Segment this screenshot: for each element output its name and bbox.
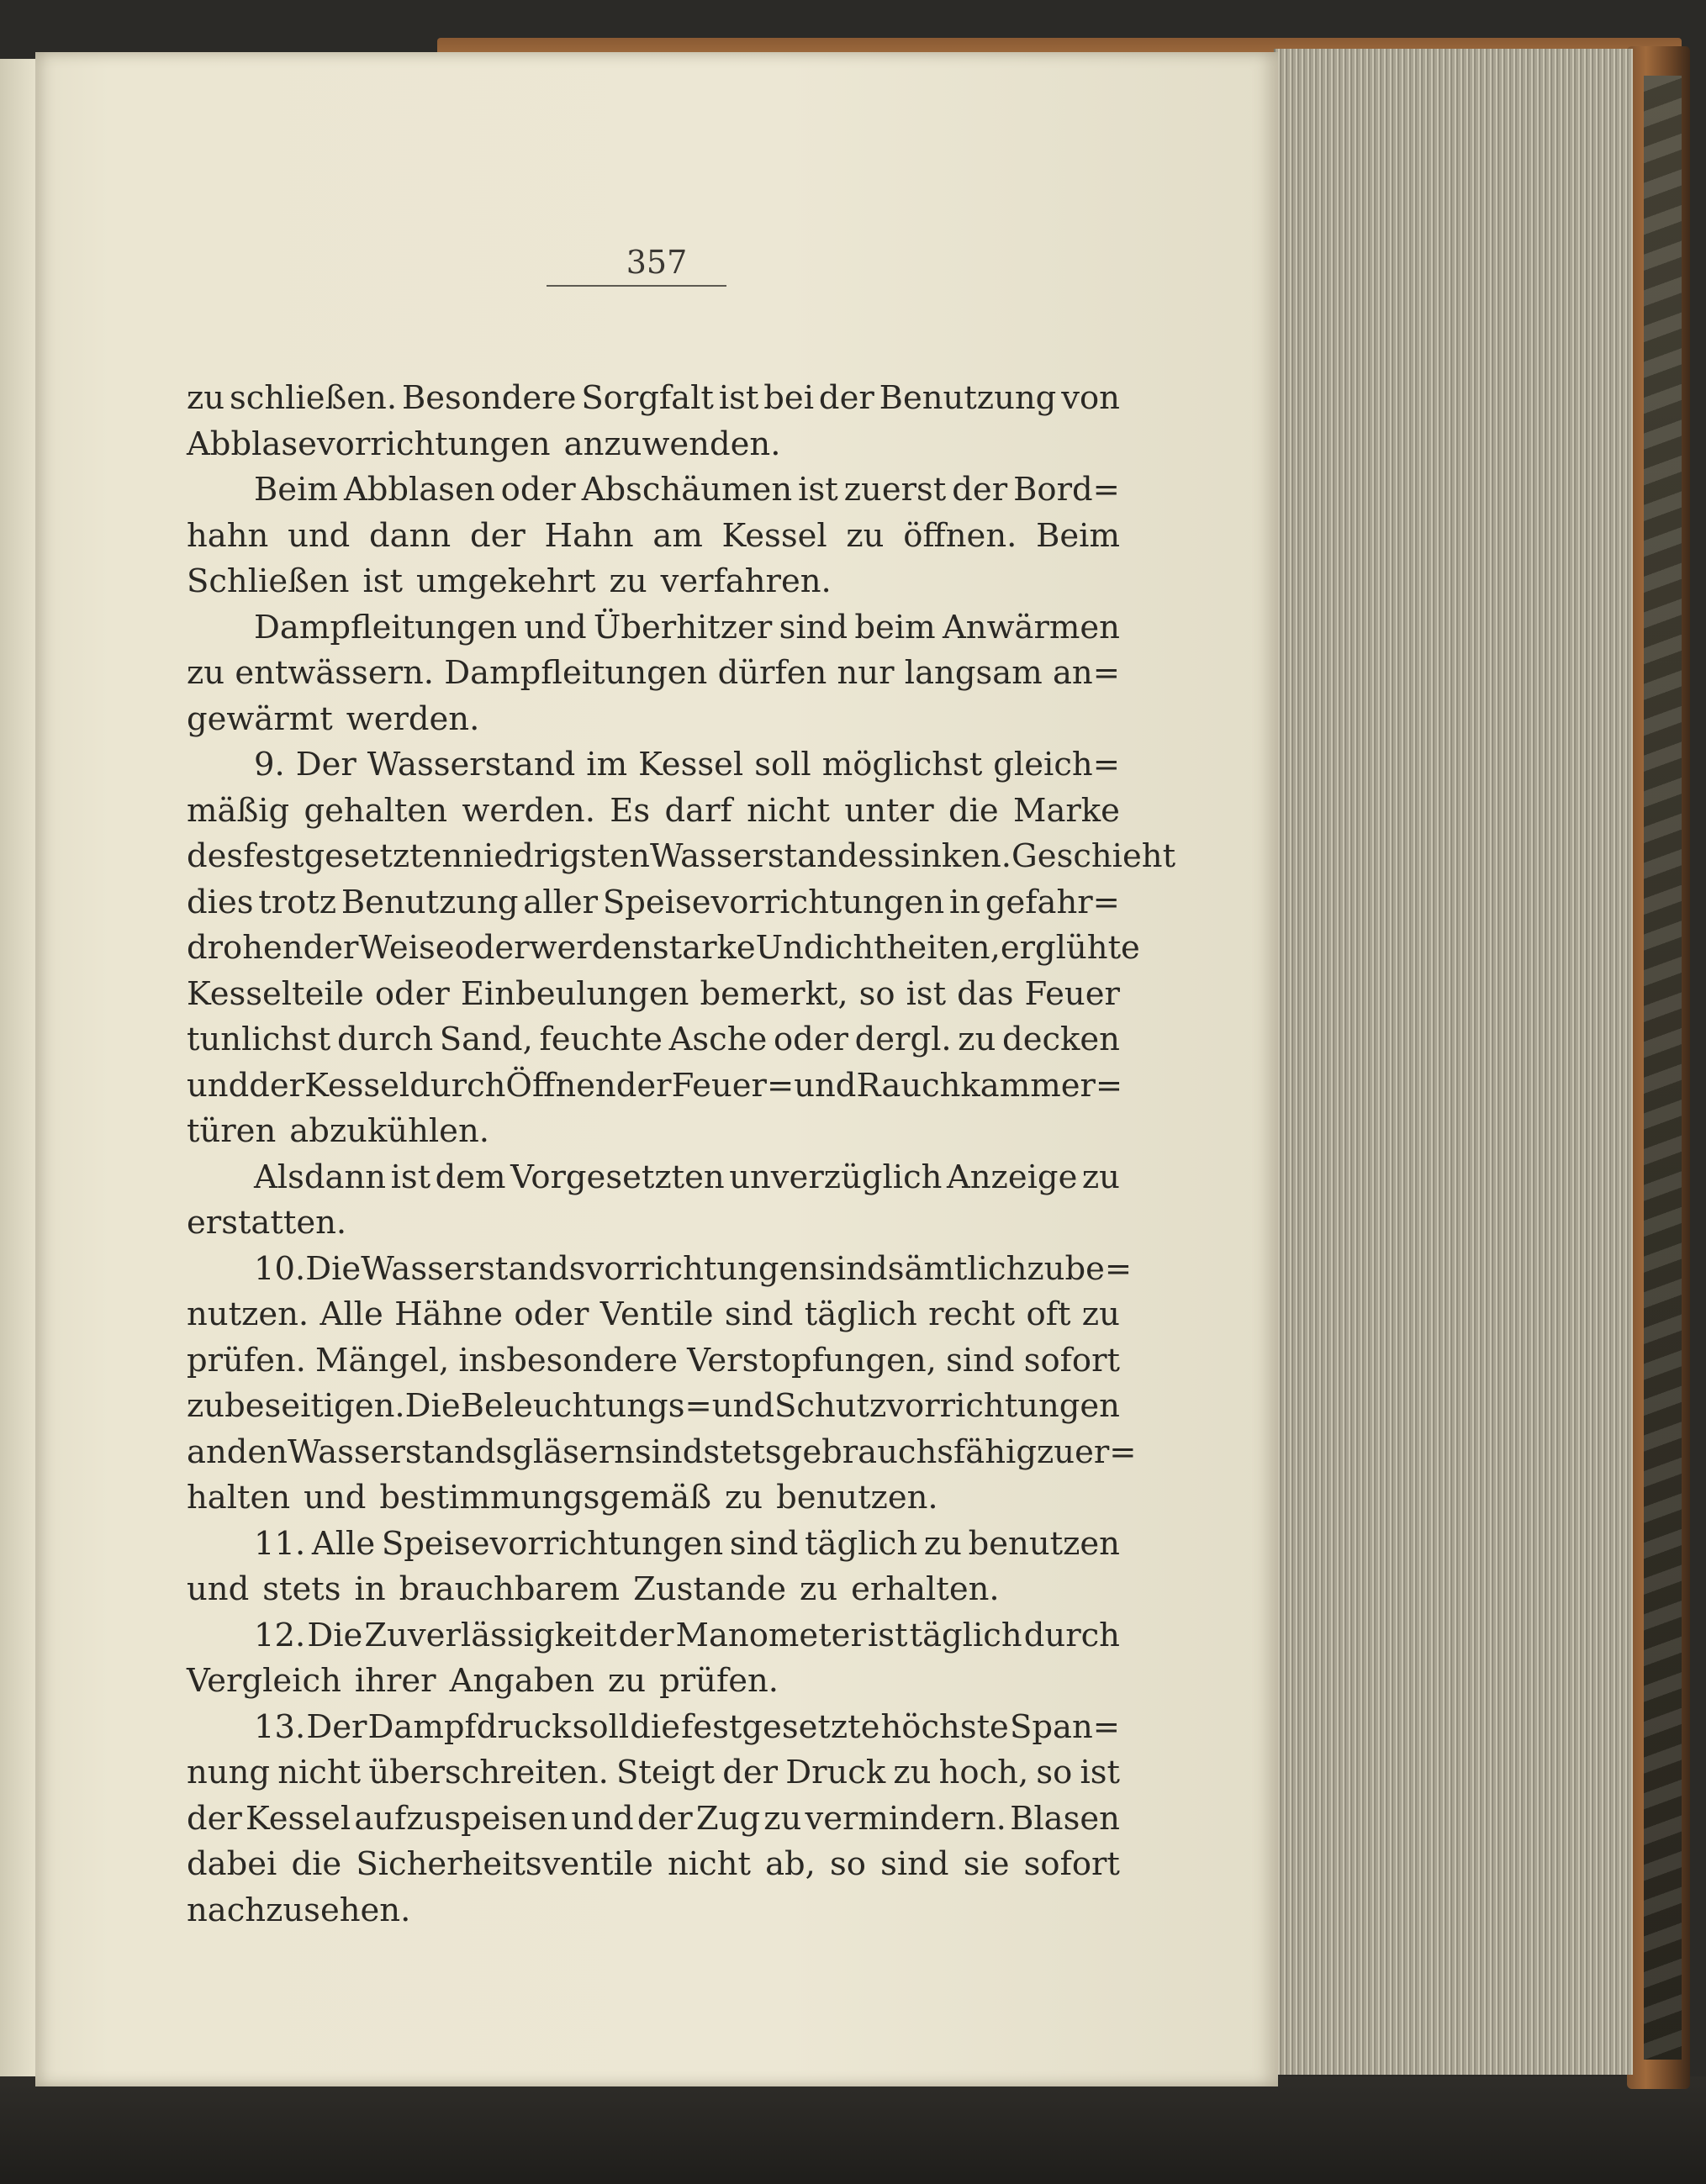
word: so xyxy=(830,1845,866,1883)
text-line xyxy=(187,559,1120,605)
word: die xyxy=(291,1845,342,1883)
word: in xyxy=(354,1570,386,1608)
word: der xyxy=(818,379,874,417)
word: gebrauchsfähig xyxy=(781,1432,1037,1471)
word: schließen. xyxy=(230,379,398,417)
word: ihrer xyxy=(354,1662,436,1700)
word: Abblasevorrichtungen xyxy=(187,425,551,463)
word: von xyxy=(1061,379,1120,417)
word: entwässern. xyxy=(235,654,435,692)
word: sind xyxy=(724,1295,794,1333)
word: Manometer xyxy=(675,1616,866,1654)
marbled-cover-strip xyxy=(1644,76,1682,2060)
word: gehalten xyxy=(304,791,448,830)
word: be= xyxy=(1064,1249,1133,1288)
word: durch xyxy=(1023,1616,1120,1654)
word: Druck xyxy=(785,1754,886,1791)
text-line xyxy=(187,972,1120,1018)
word: Abblasen xyxy=(343,471,495,509)
word: prüfen. xyxy=(187,1341,306,1380)
word: Vergleich xyxy=(187,1662,341,1700)
word: Zustande xyxy=(633,1570,787,1608)
word: dergl. xyxy=(854,1021,952,1058)
word: Verstopfungen, xyxy=(687,1341,937,1380)
word: der xyxy=(952,471,1008,509)
text-line xyxy=(187,880,1120,926)
word: Zug xyxy=(695,1799,761,1838)
word: Sicherheitsventile xyxy=(356,1845,653,1883)
word: sind xyxy=(779,608,848,646)
word: festgesetzten xyxy=(243,837,463,875)
text-line xyxy=(187,1705,1120,1751)
word: nung xyxy=(187,1754,271,1791)
word: in xyxy=(948,883,981,921)
word: Kessel xyxy=(638,746,744,783)
word: abzukühlen. xyxy=(289,1112,489,1150)
word: sofort xyxy=(1023,1341,1120,1380)
word: der xyxy=(187,1799,242,1838)
word: die xyxy=(630,1707,681,1746)
word: zu xyxy=(1081,1295,1120,1333)
word: Zuverlässigkeit xyxy=(364,1616,617,1654)
word: zu xyxy=(846,516,885,555)
word: sinken. xyxy=(894,837,1012,875)
book-cover-bottom xyxy=(0,2076,1706,2184)
page-edges xyxy=(1274,49,1633,2075)
word: Hahn xyxy=(544,516,634,555)
word: zuerst xyxy=(843,471,947,509)
word: dies xyxy=(187,883,254,921)
word: nachzusehen. xyxy=(187,1891,411,1929)
word: Anzeige xyxy=(946,1158,1078,1196)
word: dabei xyxy=(187,1845,277,1883)
word: und xyxy=(187,1066,250,1105)
word: durch xyxy=(336,1021,434,1058)
word: Speisevorrichtungen xyxy=(381,1524,724,1563)
word: drohender xyxy=(187,929,359,967)
word: den xyxy=(226,1432,288,1471)
word: nur xyxy=(837,654,895,692)
word: sind xyxy=(819,1249,888,1288)
text-line xyxy=(187,1155,1120,1201)
text-line xyxy=(187,1796,1120,1843)
text-line xyxy=(187,376,1120,422)
word: täglich xyxy=(804,1295,917,1333)
word: erstatten. xyxy=(187,1204,347,1242)
word: Wasserstandsvorrichtungen xyxy=(361,1249,820,1288)
word: an= xyxy=(1052,654,1120,692)
word: oft xyxy=(1026,1295,1071,1333)
text-line xyxy=(187,1888,1120,1934)
word: Der xyxy=(295,746,357,783)
word: Feuer= xyxy=(671,1066,795,1105)
word: halten xyxy=(187,1479,291,1517)
text-line xyxy=(187,514,1120,560)
word: täglich xyxy=(805,1524,918,1563)
word: sofort xyxy=(1023,1845,1120,1883)
word: Mängel, xyxy=(315,1341,450,1380)
word: benutzen xyxy=(968,1524,1120,1563)
facing-page-edge xyxy=(0,59,35,2076)
book-page xyxy=(35,52,1278,2086)
word: darf xyxy=(664,791,732,830)
word: Vorgesetzten xyxy=(510,1158,725,1196)
word: sind xyxy=(729,1524,799,1563)
word: ist xyxy=(798,471,838,509)
word: so xyxy=(858,974,895,1013)
word: aufzuspeisen xyxy=(354,1799,568,1838)
word: das xyxy=(957,974,1014,1013)
text-line xyxy=(187,467,1120,514)
word: Besondere xyxy=(401,379,577,417)
word: er= xyxy=(1075,1432,1137,1471)
word: Die xyxy=(404,1387,461,1425)
word: Alsdann xyxy=(254,1158,387,1196)
text-line xyxy=(187,1522,1120,1568)
word: 12. xyxy=(254,1616,306,1654)
word: so xyxy=(1036,1754,1073,1791)
page-number: 357 xyxy=(626,244,688,281)
word: der xyxy=(722,1754,779,1791)
word: stets xyxy=(262,1570,341,1608)
word: zu xyxy=(609,562,647,600)
word: Kesselteile xyxy=(187,974,364,1013)
word: gleich= xyxy=(993,746,1120,783)
text-line xyxy=(187,926,1140,972)
word: Anwärmen xyxy=(942,608,1120,646)
word: bemerkt, xyxy=(700,974,848,1013)
word: im xyxy=(586,746,628,783)
text-line xyxy=(187,1384,1120,1430)
word: Steigt xyxy=(616,1754,716,1791)
word: Dampfleitungen xyxy=(254,608,518,646)
word: Angaben xyxy=(449,1662,595,1700)
word: durch xyxy=(409,1066,506,1105)
word: Alle xyxy=(320,1295,383,1333)
word: insbesondere xyxy=(458,1341,678,1380)
text-line xyxy=(187,651,1120,697)
word: Schutzvorrichtungen xyxy=(774,1387,1120,1425)
word: verfahren. xyxy=(660,562,832,600)
word: festgesetzte xyxy=(681,1707,880,1746)
word: nicht xyxy=(277,1754,362,1791)
word: Undichtheiten, xyxy=(755,929,1001,967)
word: beim xyxy=(854,608,936,646)
word: ist xyxy=(1080,1754,1120,1791)
word: hoch, xyxy=(938,1754,1029,1791)
text-line xyxy=(187,1659,1120,1705)
word: bei xyxy=(763,379,815,417)
word: oder xyxy=(454,929,530,967)
word: Span= xyxy=(1009,1707,1120,1746)
word: werden. xyxy=(346,699,480,738)
word: Geschieht xyxy=(1011,837,1176,875)
word: und xyxy=(187,1570,250,1608)
word: Der xyxy=(306,1707,367,1746)
word: Bord= xyxy=(1013,471,1120,509)
word: oder xyxy=(773,1021,848,1058)
word: zu xyxy=(958,1021,996,1058)
word: ist xyxy=(906,974,947,1013)
word: an xyxy=(187,1432,227,1471)
word: trotz xyxy=(258,883,337,921)
word: anzuwenden. xyxy=(563,425,781,463)
text-line xyxy=(187,1017,1120,1063)
word: und xyxy=(711,1387,774,1425)
word: sind xyxy=(634,1432,704,1471)
text-line xyxy=(187,1247,1133,1293)
word: zu xyxy=(1036,1432,1075,1471)
word: möglichst xyxy=(821,746,983,783)
word: decken xyxy=(1002,1021,1120,1058)
word: sämtlich xyxy=(887,1249,1027,1288)
text-line xyxy=(187,1613,1120,1659)
word: 11. xyxy=(254,1524,306,1563)
word: Wasserstand xyxy=(367,746,576,783)
word: umgekehrt xyxy=(416,562,596,600)
word: Sand, xyxy=(439,1021,533,1058)
word: ist xyxy=(390,1158,431,1196)
word: stets xyxy=(703,1432,782,1471)
word: Dampfleitungen xyxy=(444,654,708,692)
word: langsam xyxy=(904,654,1043,692)
word: und xyxy=(794,1066,857,1105)
word: 9. xyxy=(254,746,285,783)
word: der xyxy=(615,1066,672,1105)
word: oder xyxy=(514,1295,589,1333)
word: und xyxy=(571,1799,634,1838)
word: oder xyxy=(374,974,450,1013)
word: Kessel xyxy=(721,516,827,555)
word: der xyxy=(469,516,526,555)
word: Ventile xyxy=(599,1295,714,1333)
text-line xyxy=(187,1475,1120,1522)
word: Speisevorrichtungen xyxy=(602,883,945,921)
word: Beleuchtungs= xyxy=(460,1387,712,1425)
word: unverzüglich xyxy=(729,1158,943,1196)
word: nicht xyxy=(668,1845,751,1883)
word: Dampfdruck xyxy=(367,1707,572,1746)
text-line xyxy=(187,422,1120,468)
word: prüfen. xyxy=(659,1662,779,1700)
word: täglich xyxy=(909,1616,1022,1654)
word: des xyxy=(187,837,244,875)
word: Feuer xyxy=(1024,974,1120,1013)
word: zu xyxy=(1027,1249,1065,1288)
word: Benutzung xyxy=(341,883,519,921)
word: die xyxy=(948,791,999,830)
word: Abschäumen xyxy=(581,471,793,509)
word: niedrigsten xyxy=(462,837,650,875)
word: Rauchkammer= xyxy=(856,1066,1123,1105)
word: Blasen xyxy=(1010,1799,1120,1838)
word: zu xyxy=(763,1799,802,1838)
word: zu xyxy=(187,379,225,417)
text-line xyxy=(187,789,1120,835)
word: Marke xyxy=(1013,791,1120,830)
word: soll xyxy=(572,1707,630,1746)
word: Hähne xyxy=(394,1295,504,1333)
word: sind xyxy=(946,1341,1015,1380)
word: vermindern. xyxy=(805,1799,1006,1838)
word: 10. xyxy=(254,1249,306,1288)
word: zu xyxy=(923,1524,962,1563)
text-line xyxy=(187,1109,1120,1155)
word: sind xyxy=(880,1845,949,1883)
word: türen xyxy=(187,1112,277,1150)
word: Beim xyxy=(1036,516,1120,555)
word: aller xyxy=(523,883,599,921)
word: zu xyxy=(1081,1158,1120,1196)
word: unter xyxy=(844,791,934,830)
word: zu xyxy=(608,1662,647,1700)
word: ist xyxy=(867,1616,908,1654)
word: und xyxy=(288,516,351,555)
word: ist xyxy=(362,562,403,600)
word: Alle xyxy=(311,1524,376,1563)
body-text xyxy=(187,376,1176,1933)
word: Überhitzer xyxy=(593,608,773,646)
word: der xyxy=(618,1616,674,1654)
text-line xyxy=(187,1567,1120,1613)
word: überschreiten. xyxy=(368,1754,609,1791)
word: brauchbarem xyxy=(399,1570,621,1608)
word: starke xyxy=(652,929,756,967)
word: Kessel xyxy=(246,1799,351,1838)
word: ist xyxy=(718,379,759,417)
word: und xyxy=(304,1479,367,1517)
word: und xyxy=(524,608,587,646)
word: öffnen. xyxy=(903,516,1017,555)
word: Schließen xyxy=(187,562,350,600)
word: höchste xyxy=(880,1707,1009,1746)
word: oder xyxy=(500,471,576,509)
word: dann xyxy=(369,516,452,555)
word: der xyxy=(636,1799,693,1838)
text-line xyxy=(187,1430,1137,1476)
word: der xyxy=(249,1066,305,1105)
word: nutzen. xyxy=(187,1295,309,1333)
word: Kessel xyxy=(304,1066,410,1105)
word: nicht xyxy=(747,791,831,830)
word: Die xyxy=(305,1249,362,1288)
word: sie xyxy=(963,1845,1010,1883)
word: mäßig xyxy=(187,791,290,830)
word: Die xyxy=(307,1616,363,1654)
word: tunlichst xyxy=(187,1021,331,1058)
word: beseitigen. xyxy=(224,1387,405,1425)
word: Asche xyxy=(668,1021,768,1058)
word: 13. xyxy=(254,1707,306,1746)
word: gefahr= xyxy=(985,883,1120,921)
word: Wasserstandes xyxy=(649,837,895,875)
word: Benutzung xyxy=(879,379,1057,417)
word: zu xyxy=(187,1387,225,1425)
word: werden xyxy=(529,929,652,967)
word: werden. xyxy=(462,791,595,830)
word: Einbeulungen xyxy=(460,974,689,1013)
word: Es xyxy=(610,791,651,830)
word: Sorgfalt xyxy=(581,379,714,417)
word: erglühte xyxy=(1000,929,1140,967)
text-line xyxy=(187,742,1120,789)
word: Öffnen xyxy=(505,1066,616,1105)
word: benutzen. xyxy=(776,1479,938,1517)
word: hahn xyxy=(187,516,269,555)
word: zu xyxy=(187,654,225,692)
text-line xyxy=(187,1750,1120,1796)
text-line xyxy=(187,605,1120,652)
header-rule xyxy=(547,285,726,287)
text-line xyxy=(187,1200,1120,1247)
word: bestimmungsgemäß xyxy=(379,1479,711,1517)
word: ab, xyxy=(765,1845,816,1883)
word: Wasserstandsgläsern xyxy=(287,1432,635,1471)
word: feuchte xyxy=(539,1021,663,1058)
text-line xyxy=(187,834,1176,880)
word: zu xyxy=(893,1754,932,1791)
word: zu xyxy=(724,1479,763,1517)
text-line xyxy=(187,697,1120,743)
text-line xyxy=(187,1292,1120,1338)
word: erhalten. xyxy=(851,1570,1000,1608)
word: gewärmt xyxy=(187,699,333,738)
word: soll xyxy=(754,746,811,783)
text-line xyxy=(187,1338,1120,1385)
text-line xyxy=(187,1842,1120,1888)
word: Beim xyxy=(254,471,338,509)
word: dem xyxy=(435,1158,506,1196)
word: Weise xyxy=(358,929,455,967)
word: dürfen xyxy=(717,654,827,692)
text-line xyxy=(187,1063,1123,1110)
word: zu xyxy=(800,1570,838,1608)
word: am xyxy=(652,516,703,555)
word: recht xyxy=(928,1295,1016,1333)
